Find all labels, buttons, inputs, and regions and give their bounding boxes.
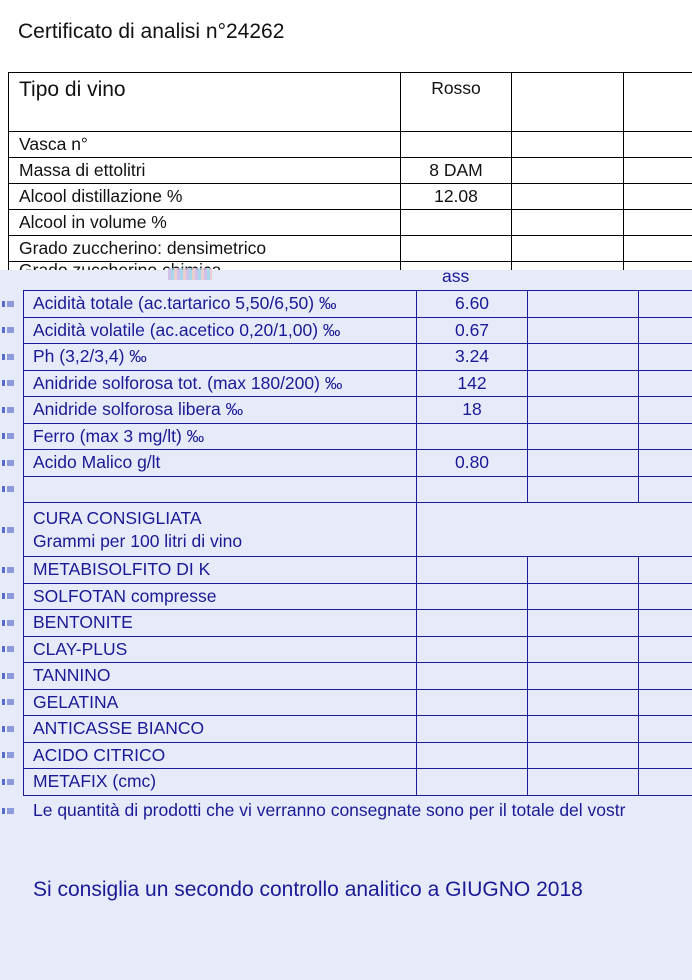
table-row <box>9 132 692 158</box>
table-row <box>24 769 692 796</box>
analysis-table <box>23 290 692 796</box>
bullet-marker <box>2 407 14 413</box>
product-label: GELATINA <box>24 689 417 716</box>
bullet-marker <box>2 673 14 679</box>
table-row <box>24 370 692 397</box>
table-row <box>24 291 692 318</box>
product-value <box>417 742 528 769</box>
table-row <box>24 317 692 344</box>
table-row <box>24 663 692 690</box>
bullet-marker <box>2 620 14 626</box>
row-value: 8 DAM <box>401 158 512 184</box>
product-value <box>417 689 528 716</box>
product-value <box>417 663 528 690</box>
bullet-marker <box>2 567 14 573</box>
product-label: ANTICASSE BIANCO <box>24 716 417 743</box>
table-row <box>24 476 692 503</box>
bullet-marker <box>2 779 14 785</box>
table-row <box>9 158 692 184</box>
row-value <box>401 132 512 158</box>
bullet-marker <box>2 726 14 732</box>
product-value <box>417 769 528 796</box>
bullet-marker <box>2 327 14 333</box>
product-label: METAFIX (cmc) <box>24 769 417 796</box>
table-row <box>9 236 692 262</box>
row-value: 12.08 <box>401 184 512 210</box>
table-row <box>24 716 692 743</box>
wine-info-table <box>8 72 692 278</box>
row-label: Ph (3,2/3,4) ‰ <box>24 344 417 371</box>
bullet-marker <box>2 527 14 533</box>
row-label: Alcool distillazione % <box>9 184 401 210</box>
product-value <box>417 636 528 663</box>
product-label: CLAY-PLUS <box>24 636 417 663</box>
certificate-title: Certificato di analisi n°24262 <box>18 20 285 43</box>
bullet-marker <box>2 380 14 386</box>
cura-cell <box>24 503 417 557</box>
product-label: SOLFOTAN compresse <box>24 583 417 610</box>
bullet-marker <box>2 433 14 439</box>
row-value: 6.60 <box>417 291 528 318</box>
row-label: Vasca n° <box>9 132 401 158</box>
product-label: BENTONITE <box>24 610 417 637</box>
table-row <box>24 636 692 663</box>
cura-heading: CURA CONSIGLIATA <box>33 507 202 528</box>
product-value <box>417 716 528 743</box>
bullet-marker <box>2 752 14 758</box>
table-row <box>24 689 692 716</box>
row-value <box>401 210 512 236</box>
product-label: ACIDO CITRICO <box>24 742 417 769</box>
table-row <box>9 210 692 236</box>
row-value <box>417 423 528 450</box>
bullet-marker <box>2 593 14 599</box>
wine-type-label: Tipo di vino <box>9 73 401 132</box>
cura-row <box>24 503 692 557</box>
table-row <box>24 742 692 769</box>
row-value: 142 <box>417 370 528 397</box>
row-label: Ferro (max 3 mg/lt) ‰ <box>24 423 417 450</box>
row-label: Acido Malico g/lt <box>24 450 417 477</box>
cura-subheading: Grammi per 100 litri di vino <box>33 530 243 551</box>
row-label: Anidride solforosa tot. (max 180/200) ‰ <box>24 370 417 397</box>
product-value <box>417 557 528 584</box>
row-value: 0.80 <box>417 450 528 477</box>
row-value: 3.24 <box>417 344 528 371</box>
bullet-marker <box>2 486 14 492</box>
table-row <box>24 397 692 424</box>
table-row <box>24 610 692 637</box>
row-value <box>401 236 512 262</box>
bullet-marker <box>2 646 14 652</box>
render-glitch <box>168 268 212 280</box>
product-value <box>417 610 528 637</box>
bullet-marker <box>2 699 14 705</box>
row-label <box>24 476 417 503</box>
row-label: Acidità totale (ac.tartarico 5,50/6,50) ‰ <box>24 291 417 318</box>
row-label: Acidità volatile (ac.acetico 0,20/1,00) ‰ <box>24 317 417 344</box>
bullet-marker <box>2 301 14 307</box>
row-label: Alcool in volume % <box>9 210 401 236</box>
table-row <box>24 583 692 610</box>
analysis-section <box>0 270 692 980</box>
product-value <box>417 583 528 610</box>
table-row <box>24 450 692 477</box>
row-label: Massa di ettolitri <box>9 158 401 184</box>
advice-text: Si consiglia un secondo controllo analitico a GIUGNO 2018 <box>33 878 583 901</box>
row-label: Anidride solforosa libera ‰ <box>24 397 417 424</box>
product-label: METABISOLFITO DI K <box>24 557 417 584</box>
wine-type-value: Rosso <box>401 73 512 132</box>
row-value <box>417 476 528 503</box>
product-label: TANNINO <box>24 663 417 690</box>
bullet-marker <box>2 460 14 466</box>
row-value: 0.67 <box>417 317 528 344</box>
overlay-value: ass <box>442 266 470 286</box>
bullet-marker <box>2 808 14 814</box>
table-row <box>9 73 692 132</box>
row-value: 18 <box>417 397 528 424</box>
table-row <box>24 557 692 584</box>
table-row <box>9 184 692 210</box>
bullet-marker <box>2 354 14 360</box>
table-row <box>24 423 692 450</box>
table-row <box>24 344 692 371</box>
row-label: Grado zuccherino: densimetrico <box>9 236 401 262</box>
delivery-note: Le quantità di prodotti che vi verranno consegnate sono per il totale del vostr <box>33 800 626 820</box>
